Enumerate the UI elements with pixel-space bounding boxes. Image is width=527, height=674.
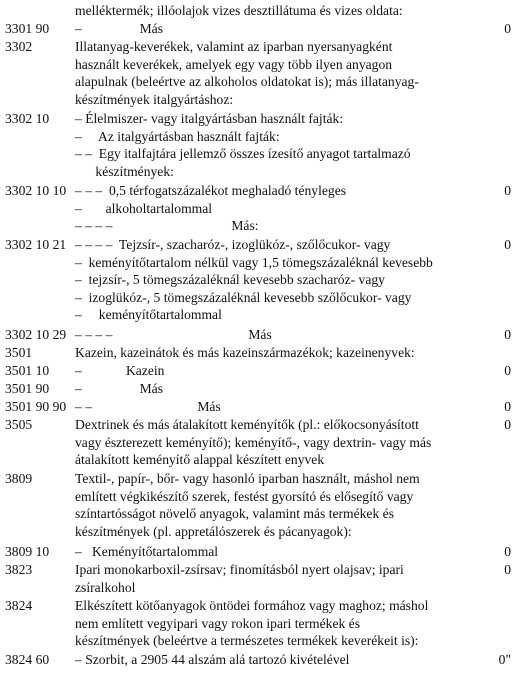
- row-rate: 0": [498, 652, 511, 667]
- description-line: alapulnak (beleértve az alkoholos oldatokat is); más illatanyag-: [75, 74, 419, 90]
- description-line: Kazein, kazeinátok és más kazeinszármazékok; kazeinenyvek:: [75, 345, 415, 360]
- description-line: – Más: [75, 21, 163, 36]
- row-code: 3302 10 21: [5, 237, 67, 252]
- description-line: zsíralkohol: [75, 579, 136, 595]
- row-description: [75, 543, 495, 561]
- description-line: – Más: [75, 381, 163, 396]
- description-line: – tejzsír-, 5 tömegszázaléknál kevesebb szacharóz- vagy: [75, 272, 385, 288]
- description-line: – izoglükóz-, 5 tömegszázaléknál kevesebb szőlőcukor- vagy: [75, 289, 412, 305]
- row-rate: 0: [504, 544, 511, 559]
- description-line: Dextrinek és más átalakított keményítők (pl.: előkocsonyásított: [75, 417, 419, 432]
- row-rate: 0: [504, 399, 511, 414]
- description-line: nem említett vegyipari vagy rokon ipari termékek és: [75, 615, 360, 631]
- row-code: 3824: [5, 598, 33, 613]
- row-description: [75, 380, 495, 398]
- description-line: Elkészített kötőanyagok öntödei formához vagy maghoz; máshol: [75, 598, 429, 613]
- row-code: 3501 90 90: [5, 399, 67, 414]
- row-code: 3823: [5, 562, 33, 577]
- description-line: – Keményítőtartalommal: [75, 544, 219, 559]
- description-line: – Élelmiszer- vagy italgyártásban használt fajták:: [75, 111, 344, 126]
- row-description: [75, 344, 495, 362]
- row-description: [75, 561, 495, 596]
- row-description: [75, 651, 495, 669]
- row-description: [75, 326, 495, 344]
- row-code: 3809: [5, 471, 33, 486]
- row-code: 3302 10 29: [5, 327, 67, 342]
- description-line: – – Más: [75, 399, 221, 414]
- description-line: – keményítőtartalom nélkül vagy 1,5 tömegszázaléknál kevesebb: [75, 254, 433, 270]
- description-line: – – – 0,5 térfogatszázalékot meghaladó tényleges: [75, 183, 347, 198]
- row-rate: 0: [504, 237, 511, 252]
- row-code: 3501 90: [5, 381, 50, 396]
- row-description: [75, 398, 495, 416]
- row-code: 3809 10: [5, 544, 50, 559]
- description-line: – Az italgyártásban használt fajták:: [75, 128, 280, 144]
- row-code: 3302: [5, 39, 33, 54]
- description-line: készítmények (beleértve a természetes termékek keverékeit is):: [75, 633, 419, 649]
- row-code: 3501 10: [5, 363, 50, 378]
- description-line: Illatanyag-keverékek, valamint az iparban nyersanyagként: [75, 39, 393, 54]
- description-line: Textil-, papír-, bőr- vagy hasonló iparban használt, máshol nem: [75, 471, 420, 486]
- row-description: [75, 597, 495, 650]
- row-description: [75, 110, 495, 180]
- row-code: 3505: [5, 417, 33, 432]
- description-line: – keményítőtartalommal: [75, 307, 222, 323]
- row-rate: 0: [504, 21, 511, 36]
- row-code: 3501: [5, 345, 33, 360]
- description-line: – – Egy italfajtára jellemző összes ízesítő anyagot tartalmazó: [75, 146, 411, 162]
- row-rate: 0: [504, 363, 511, 378]
- row-description: [75, 416, 495, 469]
- description-line: vagy észterezett keményítő); keményítő-, vagy dextrin- vagy más: [75, 434, 432, 450]
- row-description: [75, 2, 495, 20]
- description-line: – – – – Más: [75, 327, 272, 342]
- row-rate: 0: [504, 417, 511, 432]
- description-line: – – – – Más:: [75, 218, 259, 234]
- row-rate: 0: [504, 562, 511, 577]
- row-code: 3824 60: [5, 652, 50, 667]
- description-line: – Kazein: [75, 363, 165, 378]
- row-description: [75, 470, 495, 540]
- row-description: [75, 20, 495, 38]
- description-line: készítmények:: [75, 163, 174, 179]
- row-code: 3301 90: [5, 21, 50, 36]
- description-line: használt keverékek, amelyek egy vagy több ilyen anyagon: [75, 56, 393, 72]
- description-line: átalakított keményítő alappal készített enyvek: [75, 452, 325, 468]
- row-description: [75, 236, 495, 324]
- description-line: említett végkikészítő szerek, festést gyorsító és elősegítő vagy: [75, 488, 414, 504]
- row-code: 3302 10 10: [5, 183, 67, 198]
- description-line: – Szorbit, a 2905 44 alszám alá tartozó kivételével: [75, 652, 350, 667]
- row-description: [75, 38, 495, 108]
- row-description: [75, 182, 495, 235]
- description-line: – alkoholtartalommal: [75, 200, 213, 216]
- description-line: készítmények (pl. appretálószerek és pácanyagok):: [75, 523, 352, 539]
- row-description: [75, 362, 495, 380]
- description-line: készítmények italgyártáshoz:: [75, 91, 234, 107]
- row-rate: 0: [504, 183, 511, 198]
- row-rate: 0: [504, 327, 511, 342]
- description-line: Ipari monokarboxil-zsírsav; finomításból nyert olajsav; ipari: [75, 562, 404, 577]
- description-line: melléktermék; illóolajok vizes desztillátuma és vizes oldata:: [75, 3, 403, 18]
- description-line: – – – – Tejzsír-, szacharóz-, izoglükóz-, szőlőcukor- vagy: [75, 237, 391, 252]
- row-code: 3302 10: [5, 111, 50, 126]
- description-line: színtartósságot növelő anyagok, valamint más termékek és: [75, 506, 394, 522]
